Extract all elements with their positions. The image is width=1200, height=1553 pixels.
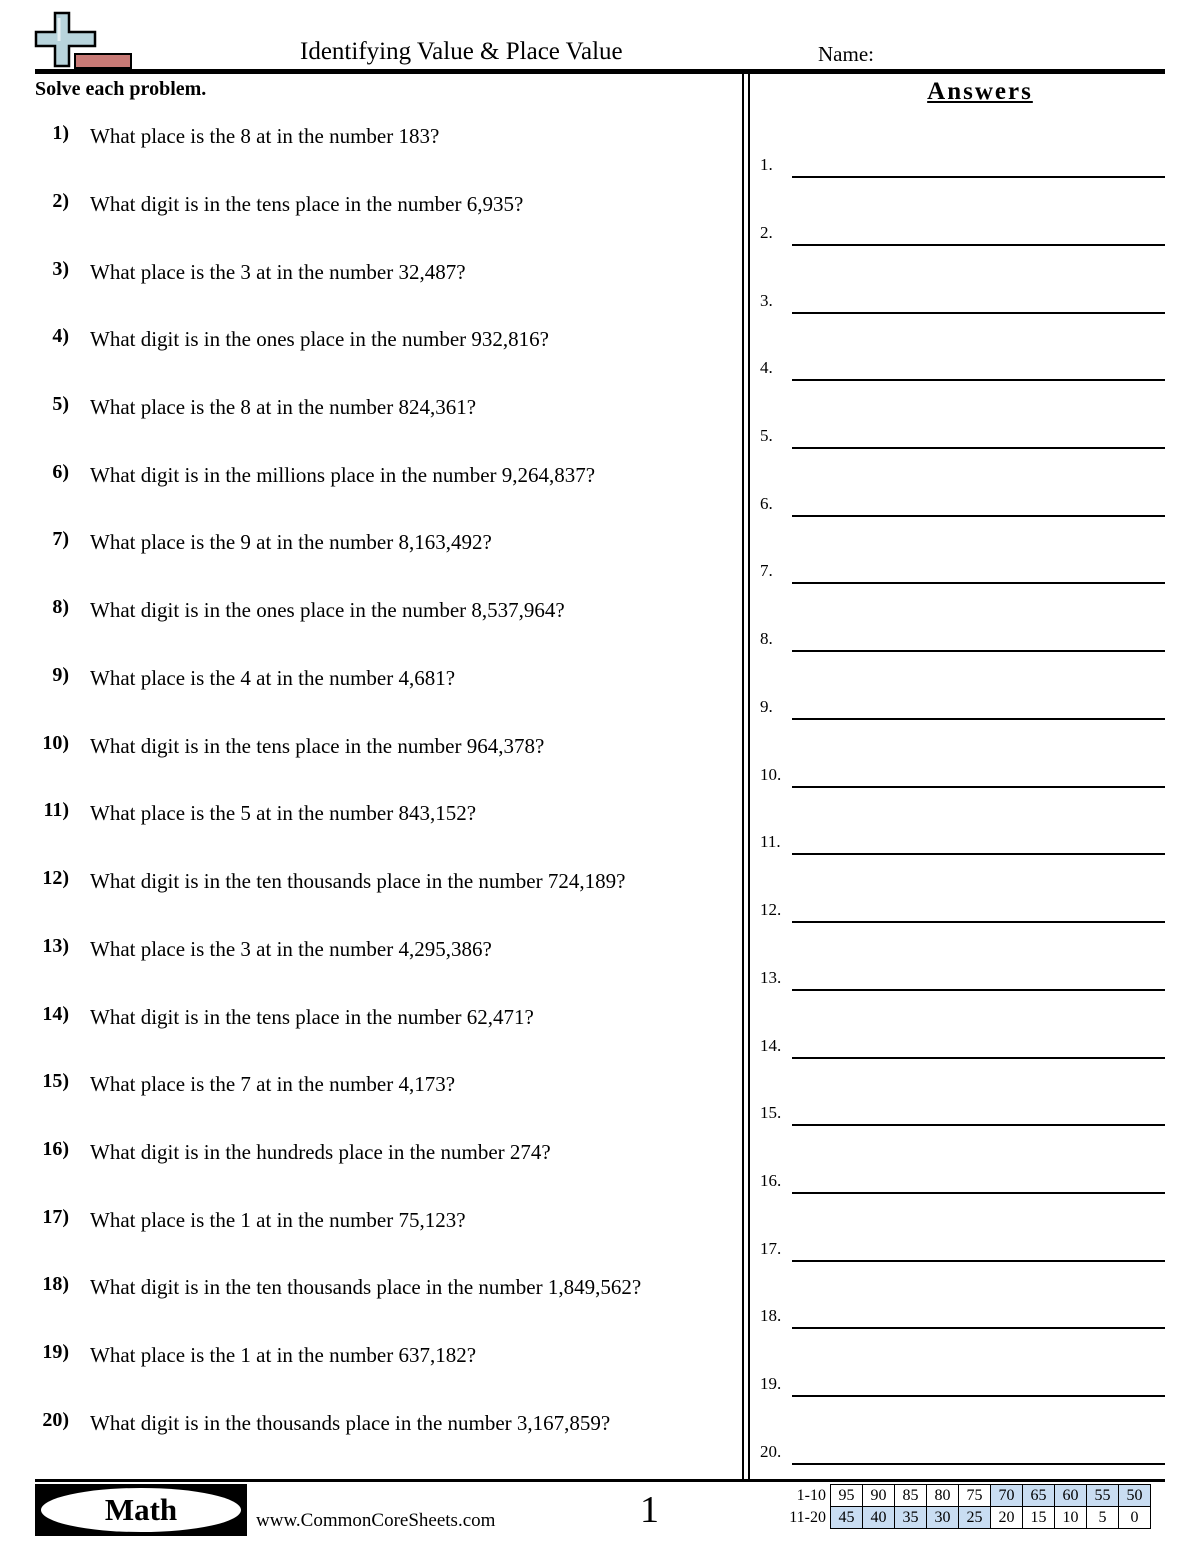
question-text: What digit is in the ones place in the number 932,816? [90,327,549,351]
answer-number: 18. [760,1306,782,1325]
answer-blank[interactable] [760,426,1165,452]
score-table [772,1484,1151,1529]
answer-blank[interactable] [760,291,1165,317]
question-text: What place is the 3 at in the number 4,295,386? [90,937,492,961]
answer-number: 20. [760,1442,782,1461]
question-text: What digit is in the ten thousands place in the number 1,849,562? [90,1275,642,1299]
answer-line[interactable] [792,989,1165,991]
answer-number: 8. [760,629,773,648]
answer-line[interactable] [792,718,1165,720]
answers-title: Answers [927,78,1033,105]
question-text: What place is the 1 at in the number 637,182? [90,1343,477,1367]
subject-badge [35,1484,247,1536]
question-number: 18) [42,1273,69,1295]
answer-number: 16. [760,1171,782,1190]
answer-line[interactable] [792,447,1165,449]
answer-line[interactable] [792,244,1165,246]
answer-blank[interactable] [760,900,1165,926]
question-number: 6) [52,461,69,483]
instructions: Solve each problem. [35,78,207,100]
answer-blank[interactable] [760,561,1165,587]
question-number: 11) [43,799,69,821]
score-row-label: 1-10 [796,1486,826,1504]
answers-heading [760,78,1200,106]
question-number: 13) [42,935,69,957]
worksheet-title: Identifying Value & Place Value [300,38,623,65]
answer-blank[interactable] [760,223,1165,249]
answer-line[interactable] [792,650,1165,652]
question-text: What place is the 7 at in the number 4,173? [90,1072,456,1096]
minus-icon [75,54,131,68]
score-cell: 50 [1119,1485,1151,1507]
answer-blank[interactable] [760,1374,1165,1400]
question-number: 14) [42,1003,69,1025]
answer-number: 9. [760,697,773,716]
score-cell: 5 [1087,1507,1119,1529]
question-number: 5) [52,393,69,415]
subject-label: Math [41,1488,241,1532]
answer-line[interactable] [792,312,1165,314]
answer-line[interactable] [792,176,1165,178]
question-text: What digit is in the hundreds place in the number 274? [90,1140,551,1164]
answer-number: 15. [760,1103,782,1122]
answer-line[interactable] [792,1057,1165,1059]
answer-blank[interactable] [760,494,1165,520]
question-number: 16) [42,1138,69,1160]
answer-number: 10. [760,765,782,784]
answer-number: 11. [760,832,781,851]
score-cell: 55 [1087,1485,1119,1507]
question-number: 15) [42,1070,69,1092]
question-text: What digit is in the tens place in the number 6,935? [90,192,524,216]
answer-number: 4. [760,358,773,377]
answer-blank[interactable] [760,155,1165,181]
answer-number: 19. [760,1374,782,1393]
question-text: What place is the 8 at in the number 183? [90,124,440,148]
question-text: What place is the 9 at in the number 8,163,492? [90,530,492,554]
score-cell: 90 [863,1485,895,1507]
score-row [772,1485,1151,1507]
score-cell: 45 [831,1507,863,1529]
score-cell: 10 [1055,1507,1087,1529]
question-number: 9) [52,664,69,686]
answer-blank[interactable] [760,1036,1165,1062]
score-cell: 25 [959,1507,991,1529]
question-text: What place is the 5 at in the number 843,152? [90,801,477,825]
score-cell: 75 [959,1485,991,1507]
answer-line[interactable] [792,1395,1165,1397]
answer-blank[interactable] [760,358,1165,384]
score-cell: 35 [895,1507,927,1529]
answer-number: 13. [760,968,782,987]
question-text: What digit is in the thousands place in the number 3,167,859? [90,1411,611,1435]
column-divider [742,74,750,1481]
worksheet-logo [33,10,135,70]
answer-line[interactable] [792,853,1165,855]
question-text: What digit is in the tens place in the number 964,378? [90,734,545,758]
question-number: 4) [52,325,69,347]
footer-divider [35,1479,1165,1482]
answer-blank[interactable] [760,765,1165,791]
score-cell: 15 [1023,1507,1055,1529]
answer-line[interactable] [792,1327,1165,1329]
score-cell: 40 [863,1507,895,1529]
answer-number: 5. [760,426,773,445]
score-cell: 65 [1023,1485,1055,1507]
question-text: What digit is in the millions place in the number 9,264,837? [90,463,596,487]
score-cell: 80 [927,1485,959,1507]
answer-line[interactable] [792,1260,1165,1262]
header-divider [35,69,1165,74]
question-number: 2) [52,190,69,212]
answer-number: 14. [760,1036,782,1055]
answer-number: 12. [760,900,782,919]
question-number: 3) [52,258,69,280]
name-label: Name: [818,42,874,66]
answer-number: 2. [760,223,773,242]
answer-number: 1. [760,155,773,174]
question-number: 12) [42,867,69,889]
answer-blank[interactable] [760,968,1165,994]
answer-blank[interactable] [760,1442,1165,1468]
answer-number: 17. [760,1239,782,1258]
answer-blank[interactable] [760,832,1165,858]
question-text: What digit is in the ten thousands place in the number 724,189? [90,869,626,893]
answer-line[interactable] [792,1463,1165,1465]
answer-line[interactable] [792,786,1165,788]
question-number: 19) [42,1341,69,1363]
question-text: What place is the 4 at in the number 4,681? [90,666,456,690]
question-text: What place is the 1 at in the number 75,123? [90,1208,466,1232]
score-cell: 30 [927,1507,959,1529]
answer-line[interactable] [792,1192,1165,1194]
score-cell: 60 [1055,1485,1087,1507]
score-cell: 85 [895,1485,927,1507]
answer-line[interactable] [792,515,1165,517]
answer-line[interactable] [792,379,1165,381]
question-number: 10) [42,732,69,754]
answer-blank[interactable] [760,1103,1165,1129]
question-number: 7) [52,528,69,550]
question-number: 20) [42,1409,69,1431]
answer-number: 3. [760,291,773,310]
page-number: 1 [640,1489,659,1531]
score-row-label: 11-20 [789,1508,826,1526]
question-number: 17) [42,1206,69,1228]
question-text: What place is the 8 at in the number 824,361? [90,395,477,419]
score-cell: 70 [991,1485,1023,1507]
score-cell: 0 [1119,1507,1151,1529]
question-text: What digit is in the tens place in the number 62,471? [90,1005,534,1029]
question-number: 8) [52,596,69,618]
question-text: What digit is in the ones place in the number 8,537,964? [90,598,565,622]
score-cell: 95 [831,1485,863,1507]
answer-blank[interactable] [760,1171,1165,1197]
answer-blank[interactable] [760,697,1165,723]
answer-line[interactable] [792,582,1165,584]
score-cell: 20 [991,1507,1023,1529]
answer-line[interactable] [792,921,1165,923]
answer-blank[interactable] [760,1239,1165,1265]
answer-blank[interactable] [760,1306,1165,1332]
answer-number: 7. [760,561,773,580]
answer-blank[interactable] [760,629,1165,655]
website-link[interactable]: www.CommonCoreSheets.com [256,1510,496,1531]
question-text: What place is the 3 at in the number 32,487? [90,260,466,284]
answer-line[interactable] [792,1124,1165,1126]
score-row [772,1507,1151,1529]
answer-number: 6. [760,494,773,513]
question-number: 1) [52,122,69,144]
